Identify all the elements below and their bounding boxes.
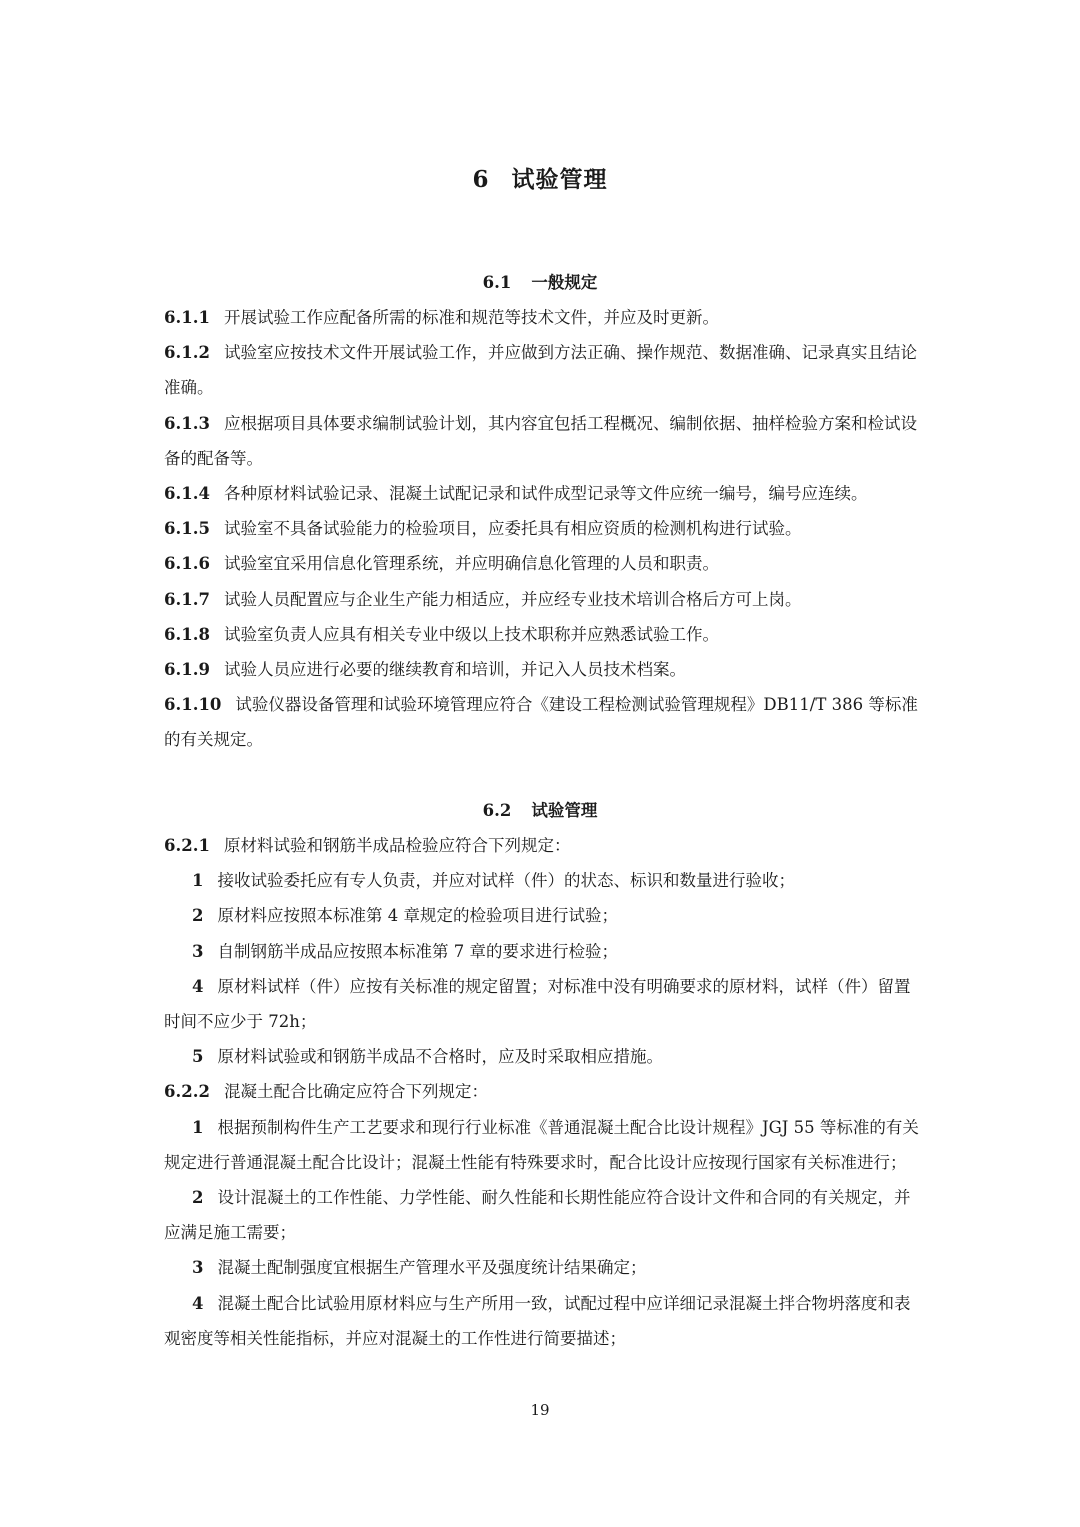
item-text: 原材料应按照本标准第 4 章规定的检验项目进行试验； [217,906,618,926]
clause-number: 6.1.7 [164,589,210,609]
item-text: 混凝土配合比试验用原材料应与生产所用一致，试配过程中应详细记录混凝土拌合物坍落度和表观密度等相关性能指标，并应对混凝土的工作性进行简要描述； [164,1293,911,1348]
section-number: 6.1 [482,273,512,292]
clause-number: 6.1.10 [164,695,222,715]
clause-6-1-3 [164,406,920,476]
section-6-1-body [164,300,920,758]
clause-number: 6.1.8 [164,624,210,644]
section-title-6-1 [0,268,1080,298]
item-number: 3 [192,941,204,961]
list-item [164,969,920,1039]
section-title-6-2 [0,796,1080,826]
chapter-title-text: 试验管理 [511,166,608,193]
page-number: 19 [530,1401,550,1419]
list-item [164,1110,920,1180]
clause-6-1-7 [164,582,920,617]
clause-6-1-8 [164,617,920,652]
chapter-title [0,160,1080,200]
clause-number: 6.1.2 [164,343,210,363]
item-number: 4 [192,976,204,996]
clause-text: 试验室不具备试验能力的检验项目，应委托具有相应资质的检测机构进行试验。 [223,519,802,539]
chapter-number: 6 [472,166,490,193]
list-item [164,898,920,933]
clause-6-1-10 [164,687,920,757]
clause-6-1-6 [164,546,920,581]
clause-6-1-4 [164,476,920,511]
clause-number: 6.1.3 [164,413,210,433]
item-number: 5 [192,1047,204,1067]
item-text: 接收试验委托应有专人负责，并应对试样（件）的状态、标识和数量进行验收； [217,871,795,891]
item-number: 2 [192,906,204,926]
list-item [164,1250,920,1285]
clause-number: 6.1.9 [164,660,210,680]
section-number: 6.2 [482,801,512,820]
item-text: 自制钢筋半成品应按照本标准第 7 章的要求进行检验； [217,941,618,961]
item-text: 混凝土配制强度宜根据生产管理水平及强度统计结果确定； [217,1258,647,1278]
clause-text: 开展试验工作应配备所需的标准和规范等技术文件，并应及时更新。 [223,308,719,327]
clause-text: 试验室应按技术文件开展试验工作，并应做到方法正确、操作规范、数据准确、记录真实且结论准确。 [164,343,917,398]
item-text: 原材料试样（件）应按有关标准的规定留置；对标准中没有明确要求的原材料，试样（件）留置时间不应少于 72h； [164,976,911,1032]
list-item [164,1039,920,1074]
clause-6-2-2 [164,1074,920,1109]
clause-text: 试验仪器设备管理和试验环境管理应符合《建设工程检测试验管理规程》DB11/T 386 等标准的有关规定。 [164,695,918,750]
clause-text: 各种原材料试验记录、混凝土试配记录和试件成型记录等文件应统一编号，编号应连续。 [223,484,868,504]
list-item [164,1286,920,1356]
clause-text: 试验人员应进行必要的继续教育和培训，并记入人员技术档案。 [223,660,686,680]
clause-text: 试验室宜采用信息化管理系统，并应明确信息化管理的人员和职责。 [223,554,719,574]
clause-6-1-9 [164,652,920,687]
section-title-text: 一般规定 [531,273,598,292]
clause-number: 6.1.6 [164,554,210,574]
list-item [164,863,920,898]
clause-6-2-1 [164,828,920,863]
clause-number: 6.2.2 [164,1082,210,1102]
section-6-2-body [164,828,920,1356]
item-number: 2 [192,1188,204,1208]
item-text: 原材料试验或和钢筋半成品不合格时，应及时采取相应措施。 [217,1047,663,1067]
item-number: 1 [192,1117,204,1137]
clause-text: 应根据项目具体要求编制试验计划，其内容宜包括工程概况、编制依据、抽样检验方案和检试设备的配备等。 [164,413,917,468]
clause-6-1-2 [164,335,920,405]
item-number: 3 [192,1258,204,1278]
item-text: 根据预制构件生产工艺要求和现行行业标准《普通混凝土配合比设计规程》JGJ 55 等标准的有关规定进行普通混凝土配合比设计；混凝土性能有特殊要求时，配合比设计应按现行国家有关标准进行； [164,1117,919,1172]
clause-text: 试验室负责人应具有相关专业中级以上技术职称并应熟悉试验工作。 [223,624,719,644]
list-item [164,934,920,969]
section-title-text: 试验管理 [531,801,598,820]
clause-number: 6.1.4 [164,484,210,504]
clause-text: 原材料试验和钢筋半成品检验应符合下列规定： [223,836,571,855]
clause-text: 混凝土配合比确定应符合下列规定： [223,1082,488,1102]
list-item [164,1180,920,1250]
item-number: 4 [192,1293,204,1313]
item-text: 设计混凝土的工作性能、力学性能、耐久性能和长期性能应符合设计文件和合同的有关规定，并应满足施工需要； [164,1188,911,1243]
clause-6-1-1 [164,300,920,335]
clause-number: 6.1.1 [164,308,210,327]
clause-number: 6.2.1 [164,836,210,855]
clause-text: 试验人员配置应与企业生产能力相适应，并应经专业技术培训合格后方可上岗。 [223,589,802,609]
clause-number: 6.1.5 [164,519,210,539]
clause-6-1-5 [164,511,920,546]
item-number: 1 [192,871,204,891]
